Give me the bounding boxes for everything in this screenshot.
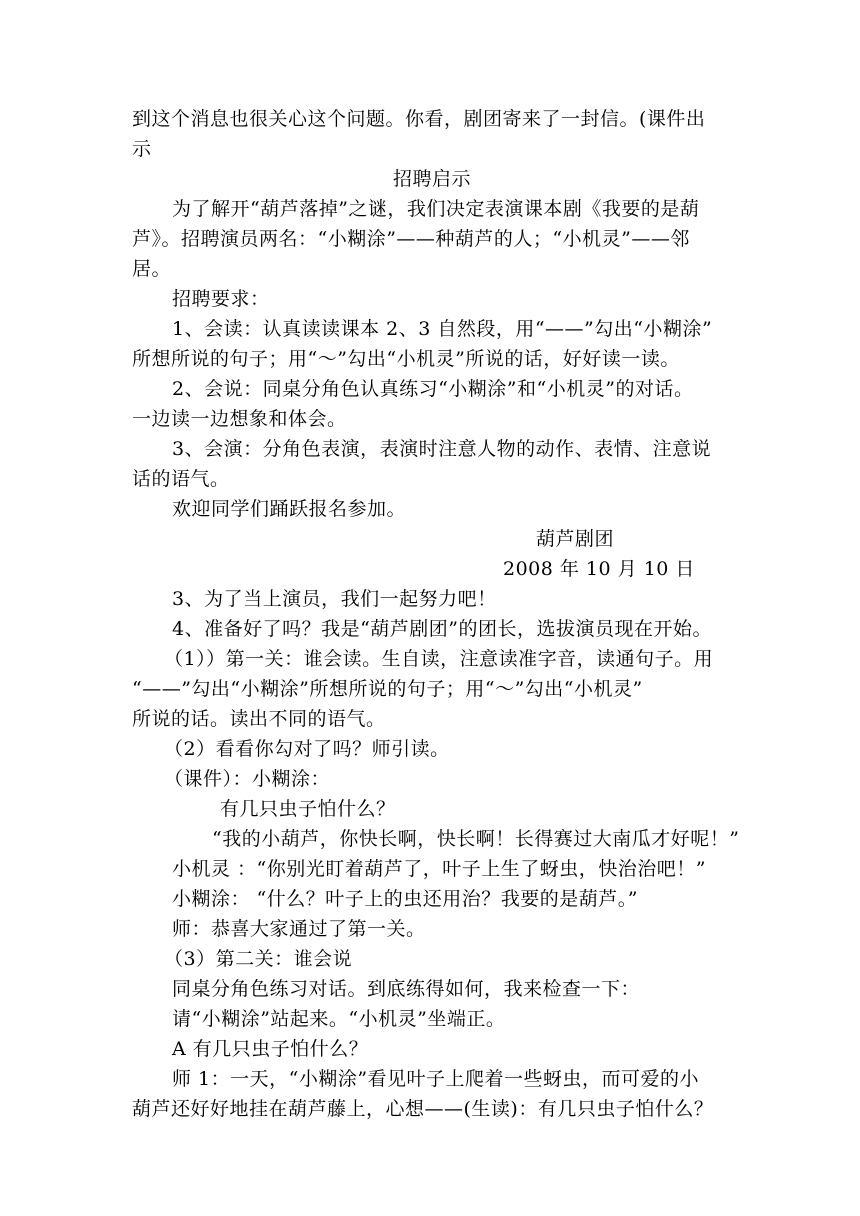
- notice-title: 招聘启示: [392, 168, 471, 190]
- text-line: “——”勾出“小糊涂”所想所说的句子；用“～”勾出“小机灵”: [132, 678, 643, 700]
- text-line: 师 1：一天，“小糊涂”看见叶子上爬着一些蚜虫，而可爱的小: [172, 1068, 700, 1090]
- text-line: 为了解开“葫芦落掉”之谜，我们决定表演课本剧《我要的是葫: [172, 198, 700, 220]
- text-line: 一边读一边想象和体会。: [132, 408, 347, 430]
- text-line: （2）看看你勾对了吗？师引读。: [164, 738, 450, 760]
- text-line: 3、会演：分角色表演，表演时注意人物的动作、表情、注意说: [172, 438, 712, 460]
- text-line: 4、准备好了吗？我是“葫芦剧团”的团长，选拔演员现在开始。: [172, 618, 713, 640]
- signature-date: 2008 年 10 月 10 日: [503, 558, 695, 580]
- text-line: 2、会说：同桌分角色认真练习“小糊涂”和“小机灵”的对话。: [172, 378, 694, 400]
- text-line: 有几只虫子怕什么？: [220, 798, 396, 820]
- text-line: 示: [132, 138, 152, 160]
- text-line: 到这个消息也很关心这个问题。你看，剧团寄来了一封信。(课件出: [132, 108, 706, 130]
- text-line: 1、会读：认真读读课本 2、3 自然段，用“——”勾出“小糊涂”: [172, 318, 713, 340]
- text-line: “我的小葫芦，你快长啊，快长啊！长得赛过大南瓜才好呢！”: [212, 828, 740, 850]
- text-line: 师：恭喜大家通过了第一关。: [172, 918, 426, 940]
- text-line: （课件）：小糊涂：: [164, 768, 331, 790]
- text-line: 话的语气。: [132, 468, 230, 490]
- text-line: 请“小糊涂”站起来。“小机灵”坐端正。: [172, 1008, 506, 1030]
- text-line: 居。: [132, 258, 172, 280]
- text-line: 小糊涂： “什么？叶子上的虫还用治？我要的是葫芦。”: [172, 888, 638, 910]
- text-line: （1））第一关：谁会读。生自读，注意读准字音，读通句子。用: [164, 648, 714, 670]
- text-line: 所说的话。读出不同的语气。: [132, 708, 386, 730]
- text-line: 小机灵 ：“你别光盯着葫芦了，叶子上生了蚜虫，快治治吧！”: [172, 858, 706, 880]
- signature-org: 葫芦剧团: [536, 528, 615, 550]
- text-line: 所想所说的句子；用“～”勾出“小机灵”所说的话，好好读一读。: [132, 348, 680, 370]
- text-line: 芦》。招聘演员两名：“小糊涂”——种葫芦的人；“小机灵”——邻: [132, 228, 690, 250]
- text-line: A 有几只虫子怕什么？: [172, 1038, 369, 1060]
- text-line: 同桌分角色练习对话。到底练得如何，我来检查一下：: [172, 978, 641, 1000]
- text-line: 3、为了当上演员，我们一起努力吧！: [172, 588, 497, 610]
- text-line: （3）第二关：谁会说: [164, 948, 353, 970]
- text-line: 欢迎同学们踊跃报名参加。: [172, 498, 407, 520]
- text-line: 招聘要求：: [172, 288, 270, 310]
- text-line: 葫芦还好好地挂在葫芦藤上，心想——(生读)：有几只虫子怕什么？: [132, 1098, 714, 1120]
